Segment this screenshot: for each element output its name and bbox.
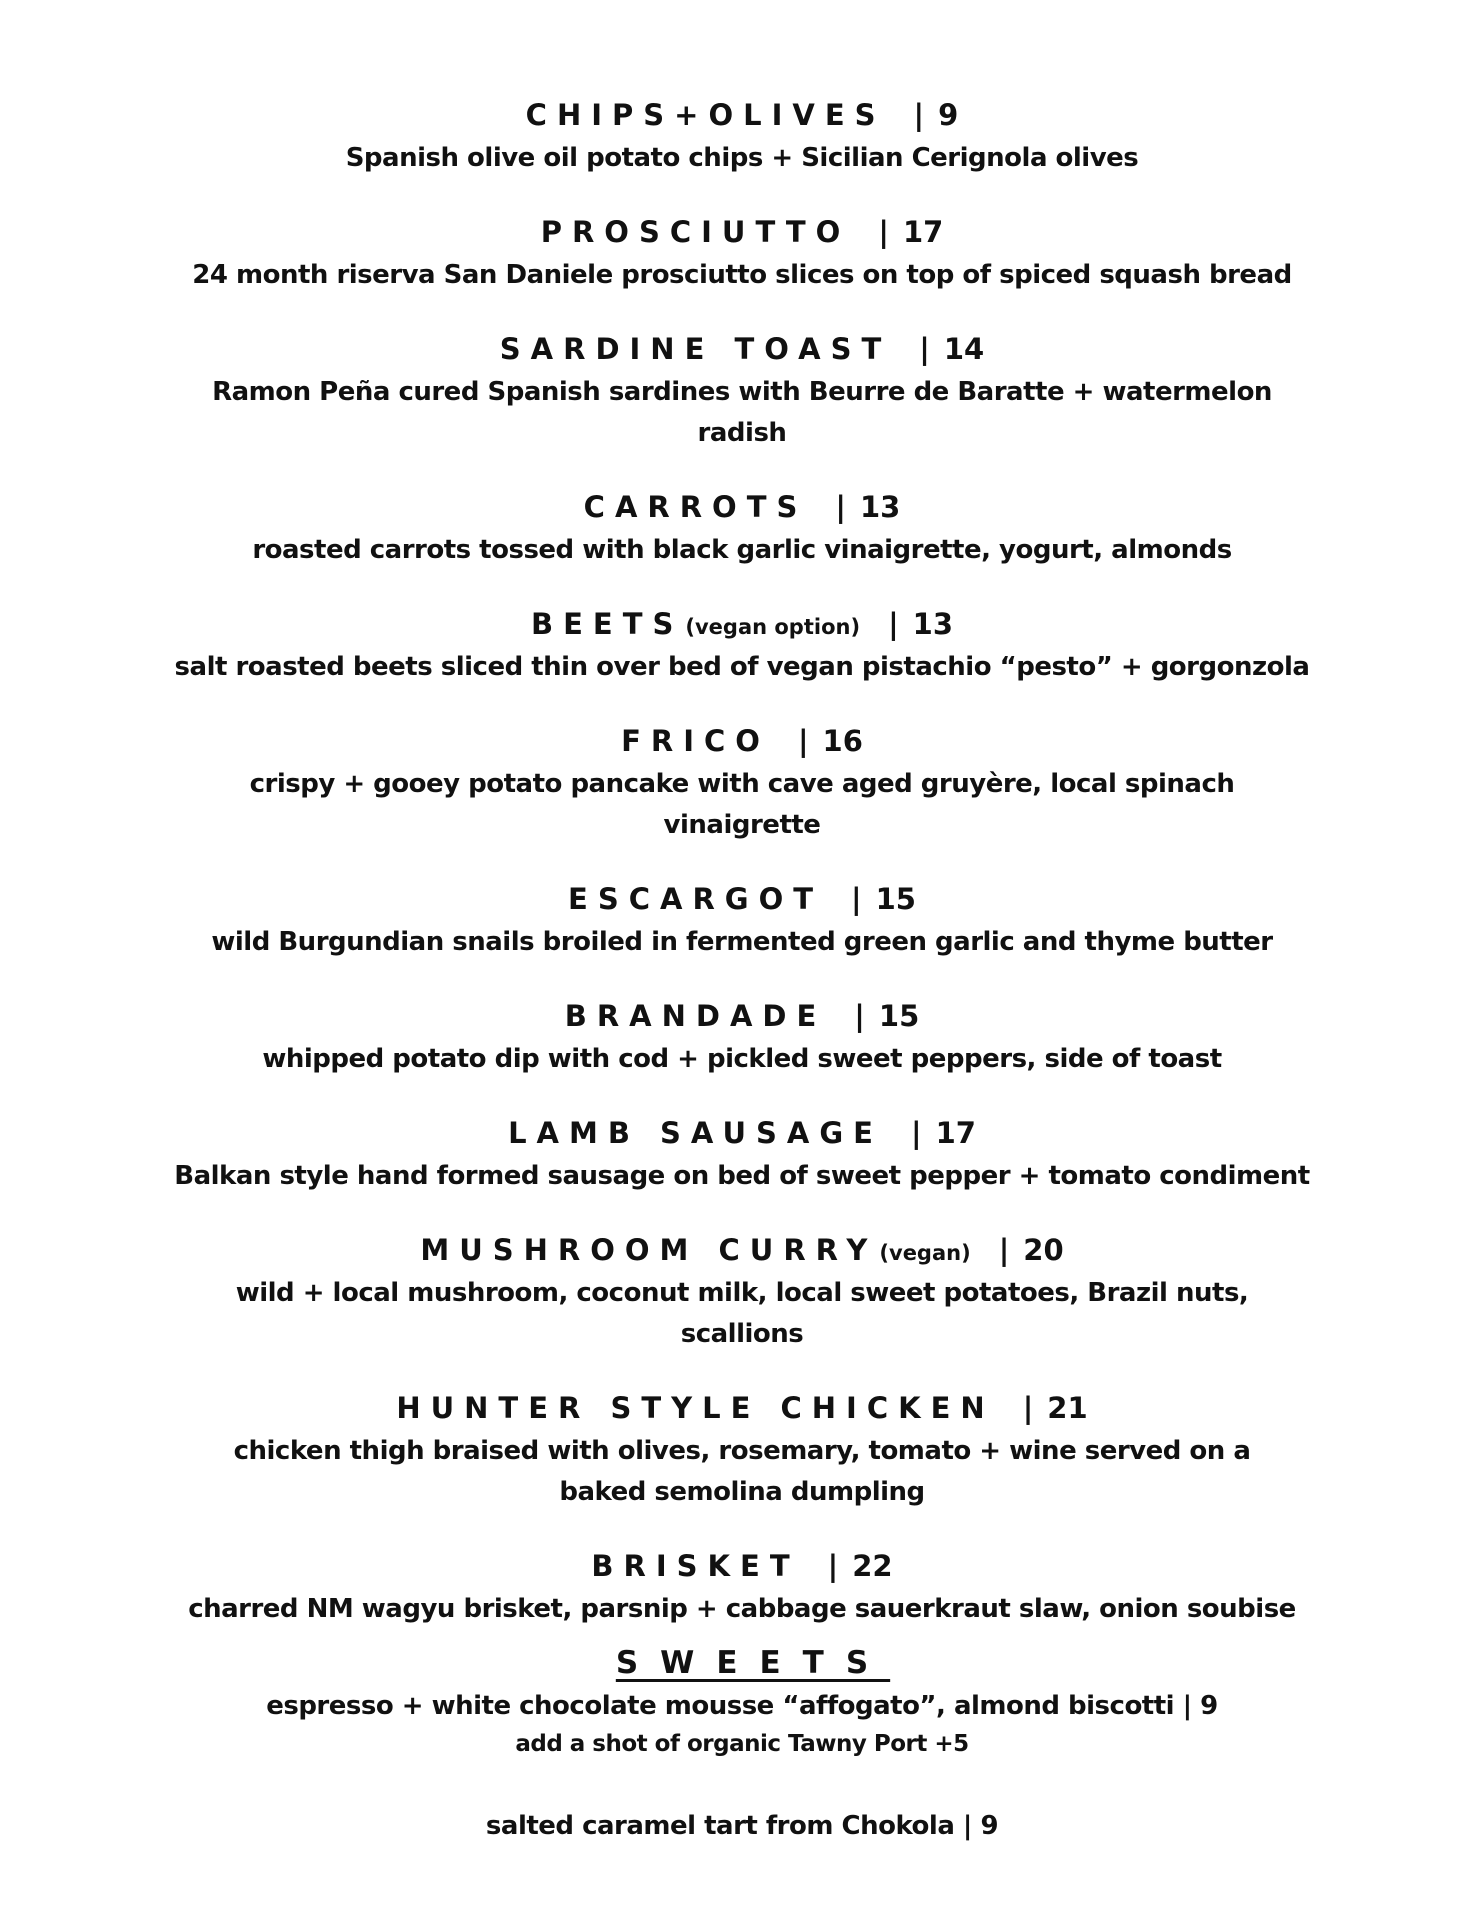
item-description: 24 month riserva San Daniele prosciutto slices on top of spiced squash bread <box>192 260 1292 290</box>
spacer <box>0 1762 1484 1806</box>
separator: | <box>851 882 862 916</box>
item-title <box>0 92 1484 138</box>
item-title <box>0 484 1484 530</box>
menu-item <box>0 1110 1484 1197</box>
item-description: charred NM wagyu brisket, parsnip + cabbage sauerkraut slaw, onion soubise <box>188 1594 1296 1624</box>
item-name: PROSCIUTTO <box>540 215 851 249</box>
item-note: (vegan) <box>879 1241 971 1265</box>
item-description: chicken thigh braised with olives, rosemary, tomato + wine served on a baked semolina dumpling <box>233 1436 1251 1507</box>
menu-item <box>0 993 1484 1080</box>
item-description: salt roasted beets sliced thin over bed of vegan pistachio “pesto” + gorgonzola <box>174 652 1310 682</box>
item-price: 9 <box>938 98 959 132</box>
item-price: 21 <box>1047 1391 1088 1425</box>
item-name: FRICO <box>621 724 770 758</box>
item-title <box>0 1227 1484 1273</box>
item-note: (vegan option) <box>685 615 861 639</box>
sweet-item: espresso + white chocolate mousse “affogato”, almond biscotti | 9 <box>266 1691 1218 1721</box>
separator: | <box>919 332 930 366</box>
item-name: SARDINE TOAST <box>499 332 892 366</box>
item-name: BRANDADE <box>564 999 827 1033</box>
separator: | <box>797 724 809 758</box>
item-name: MUSHROOM CURRY <box>420 1233 878 1267</box>
menu-item <box>0 876 1484 963</box>
menu-item <box>0 601 1484 688</box>
separator: | <box>910 1116 922 1150</box>
separator: | <box>998 1233 1010 1267</box>
item-description: wild Burgundian snails broiled in fermented green garlic and thyme butter <box>211 927 1273 957</box>
menu-list <box>0 92 1484 1660</box>
item-price: 22 <box>852 1549 893 1583</box>
item-title <box>0 1385 1484 1431</box>
sweet-addon: add a shot of organic Tawny Port +5 <box>515 1731 969 1757</box>
separator: | <box>913 98 925 132</box>
menu-item <box>0 209 1484 296</box>
item-title <box>0 876 1484 922</box>
menu-item <box>0 326 1484 454</box>
item-name: ESCARGOT <box>568 882 824 916</box>
item-price: 20 <box>1023 1233 1064 1267</box>
separator: | <box>1022 1391 1034 1425</box>
item-price: 17 <box>935 1116 976 1150</box>
item-description: Ramon Peña cured Spanish sardines with Beurre de Baratte + watermelon radish <box>212 377 1272 448</box>
item-title <box>0 993 1484 1039</box>
item-price: 15 <box>875 882 916 916</box>
menu-item <box>0 1543 1484 1630</box>
item-title <box>0 1110 1484 1156</box>
separator: | <box>854 999 865 1033</box>
item-price: 14 <box>943 332 985 366</box>
item-description: crispy + gooey potato pancake with cave aged gruyère, local spinach vinaigrette <box>249 769 1235 840</box>
item-description: Balkan style hand formed sausage on bed of sweet pepper + tomato condiment <box>174 1161 1310 1191</box>
sweets-section <box>0 1640 1484 1846</box>
sweets-heading: SWEETS <box>615 1645 891 1681</box>
separator: | <box>835 490 846 524</box>
item-name: BEETS <box>530 607 684 641</box>
separator: | <box>878 215 889 249</box>
menu-item <box>0 92 1484 179</box>
item-name: BRISKET <box>591 1549 800 1583</box>
item-price: 15 <box>878 999 920 1033</box>
item-name: CHIPS+OLIVES <box>525 98 886 132</box>
item-title <box>0 601 1484 647</box>
item-price: 13 <box>859 490 901 524</box>
item-description: whipped potato dip with cod + pickled sweet peppers, side of toast <box>262 1044 1222 1074</box>
menu-item <box>0 718 1484 846</box>
item-name: CARROTS <box>583 490 808 524</box>
item-description: wild + local mushroom, coconut milk, local sweet potatoes, Brazil nuts, scallions <box>235 1278 1249 1349</box>
item-price: 17 <box>902 215 944 249</box>
item-title <box>0 209 1484 255</box>
separator: | <box>888 607 899 641</box>
item-description: Spanish olive oil potato chips + Sicilian Cerignola olives <box>345 143 1139 173</box>
item-price: 13 <box>912 607 954 641</box>
menu-item <box>0 1227 1484 1355</box>
item-title <box>0 326 1484 372</box>
menu-item <box>0 1385 1484 1513</box>
sweet-item: salted caramel tart from Chokola | 9 <box>485 1811 999 1841</box>
menu-item <box>0 484 1484 571</box>
item-name: HUNTER STYLE CHICKEN <box>396 1391 995 1425</box>
item-title <box>0 718 1484 764</box>
item-description: roasted carrots tossed with black garlic vinaigrette, yogurt, almonds <box>252 535 1232 565</box>
item-title <box>0 1543 1484 1589</box>
item-price: 16 <box>822 724 863 758</box>
separator: | <box>827 1549 839 1583</box>
item-name: LAMB SAUSAGE <box>508 1116 883 1150</box>
